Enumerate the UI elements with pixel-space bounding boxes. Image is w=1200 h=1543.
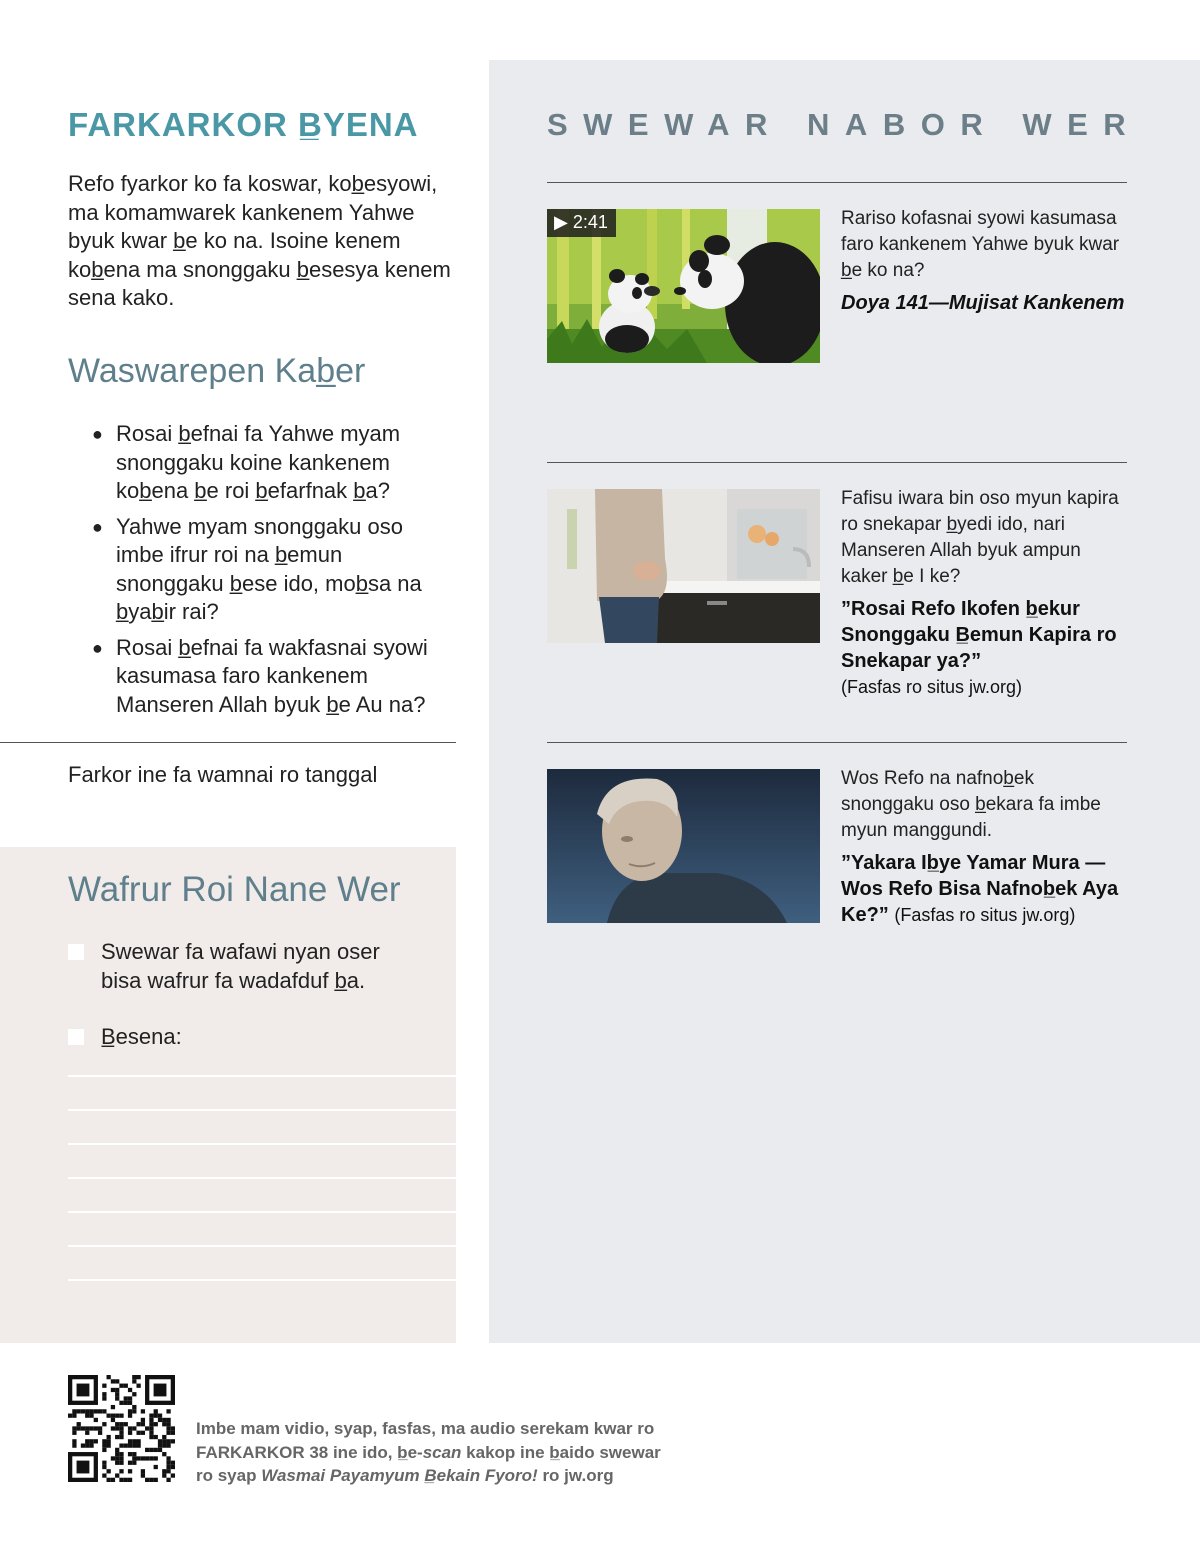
footer-line-1: Imbe mam vidio, syap, fasfas, ma audio serekam kwar ro (196, 1419, 655, 1438)
entry-reference[interactable] (841, 596, 1127, 700)
date-prompt: Farkor ine fa wamnai ro tanggal (68, 762, 378, 787)
review-list (92, 420, 447, 726)
plan-checklist-item[interactable] (68, 1023, 421, 1052)
footer-line-2b: kakop ine b̲aido swewar (461, 1442, 661, 1462)
footer-line-3a: ro syap (196, 1466, 262, 1485)
review-item (92, 420, 447, 506)
bullet-icon: ● (92, 637, 103, 658)
plan-item-label: B̲esena: (101, 1024, 182, 1049)
sad-man-thumbnail[interactable] (547, 769, 820, 923)
panda-video-thumbnail[interactable] (547, 209, 820, 363)
bullet-icon: ● (92, 424, 103, 444)
entry-description: Fafisu iwara bin oso myun kapira ro snekapar b̲yedi ido, nari Manseren Allah byuk ampun kaker b̲e I ke? (841, 488, 1119, 587)
note-line[interactable] (68, 1075, 456, 1077)
footer-scan-word: scan (422, 1442, 462, 1462)
entry-reference-title[interactable]: ”Rosai Refo Ikofen b̲ekur Snonggaku B̲emun Kapira ro Snekapar ya?” (841, 598, 1117, 672)
bullet-icon: ● (92, 516, 103, 537)
review-item-text: Yahwe myam snonggaku oso imbe ifrur roi na b̲emun snonggaku b̲ese ido, mob̲sa na b̲yab̲ir rai? (116, 513, 422, 624)
note-line[interactable] (68, 1245, 456, 1247)
entry-divider (547, 462, 1127, 463)
entry-divider (547, 182, 1127, 183)
plan-box (0, 847, 456, 1343)
review-item (92, 634, 447, 720)
plan-checklist-item[interactable] (68, 938, 421, 995)
summary-heading: FARKARKOR B̲YENA (68, 106, 419, 143)
entry-description: Wos Refo na nafnob̲ek snonggaku oso b̲ekara fa imbe myun manggundi. (841, 768, 1101, 841)
review-item-text: Rosai b̲efnai fa Yahwe myam snonggaku koine kankenem kob̲ena b̲e roi b̲efarfnak b̲a? (116, 421, 401, 503)
footer-line-2a: FARKARKOR 38 ine ido, b̲e- (196, 1442, 423, 1462)
section-divider (0, 742, 456, 743)
checkbox-icon[interactable] (68, 944, 84, 960)
more-heading: SWEWAR NABOR WER (547, 107, 1142, 142)
review-item-text: Rosai b̲efnai fa wakfasnai syowi kasumasa faro kankenem Manseren Allah byuk b̲e Au na? (116, 634, 428, 717)
footer-line-3b: ro jw.org (537, 1466, 614, 1485)
note-line[interactable] (68, 1177, 456, 1179)
entry-description: Rariso kofasnai syowi kasumasa faro kankenem Yahwe byuk kwar b̲e ko na? (841, 208, 1120, 281)
footer-publication-title[interactable]: Wasmai Payamyum B̲ekain Fyoro! (261, 1466, 538, 1485)
entry-reference[interactable] (841, 850, 1127, 928)
summary-text: Refo fyarkor ko fa koswar, kob̲esyowi, ma komamwarek kankenem Yahwe byuk kwar b̲e ko na. Isoine kenem kob̲ena ma snonggaku b̲esesya kenem sena kako. (68, 171, 451, 310)
entry-reference-source: (Fasfas ro situs jw.org) (894, 905, 1076, 925)
qr-code-icon[interactable] (68, 1375, 175, 1482)
entry-divider (547, 742, 1127, 743)
review-heading: Waswarepen Kab̲er (68, 352, 366, 390)
entry-reference-title[interactable]: ”Yakara Ib̲ye Yamar Mura —Wos Refo Bisa Nafnob̲ek Aya Ke?” (841, 852, 1119, 926)
note-line[interactable] (68, 1143, 456, 1145)
note-line[interactable] (68, 1109, 456, 1111)
video-duration-badge: ▶ 2:41 (547, 209, 616, 237)
entry-reference-title[interactable]: Doya 141—Mujisat Kankenem (841, 292, 1125, 314)
note-line[interactable] (68, 1279, 456, 1281)
plan-item-label: Swewar fa wafawi nyan oser bisa wafrur fa wadafduf b̲a. (101, 939, 380, 993)
review-item (92, 513, 447, 627)
note-line[interactable] (68, 1211, 456, 1213)
pregnant-woman-thumbnail[interactable] (547, 489, 820, 643)
entry-reference-source: (Fasfas ro situs jw.org) (841, 677, 1023, 697)
footer-note (196, 1417, 716, 1488)
checkbox-icon[interactable] (68, 1029, 84, 1045)
plan-heading: Wafrur Roi Nane Wer (68, 870, 401, 909)
